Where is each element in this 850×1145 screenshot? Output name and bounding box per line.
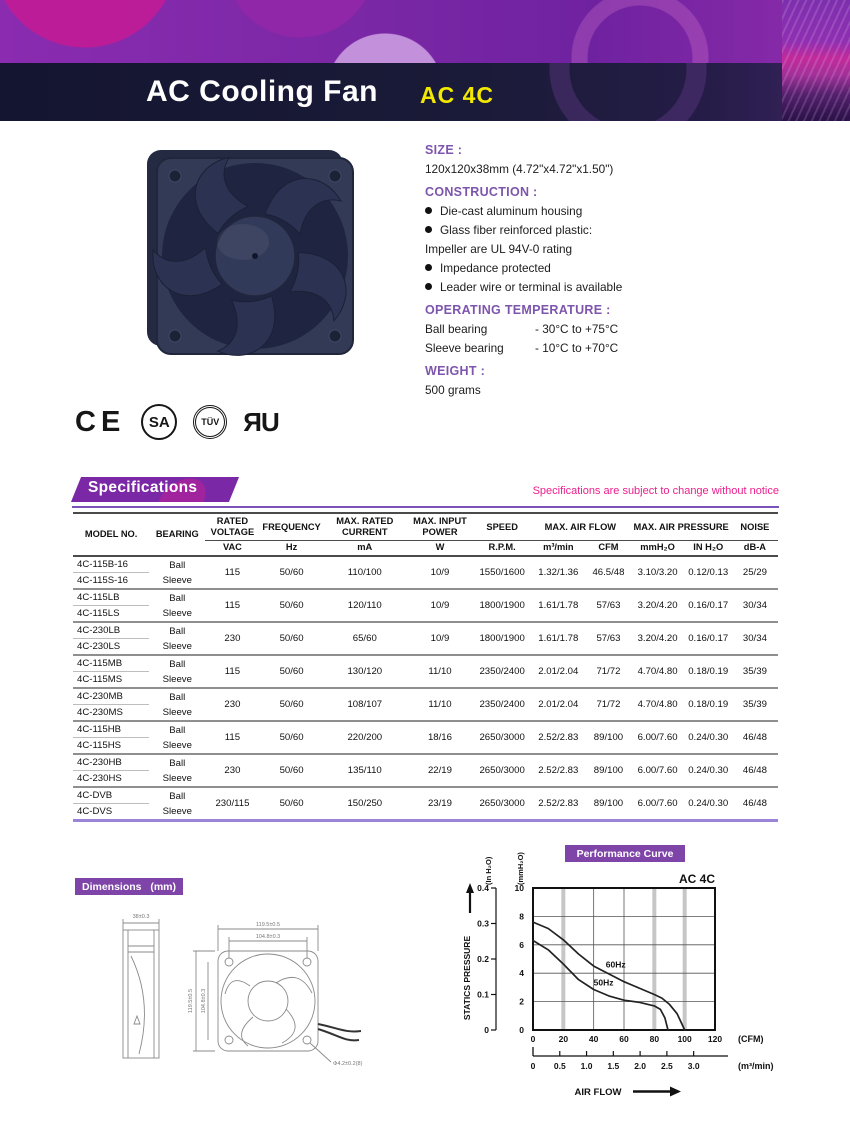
spec-model-cell: 4C-115LB	[73, 589, 149, 606]
spec-model-cell: 4C-115MS	[73, 672, 149, 689]
spec-value-cell: 2650/3000	[479, 798, 525, 810]
header-decoration	[0, 0, 850, 63]
dimensions-title: Dimensions	[82, 880, 142, 893]
spec-value-cell: 0.24/0.30	[688, 798, 729, 810]
spec-value-cell: 1.61/1.78	[530, 589, 586, 622]
spec-bearing-cell: Sleeve	[149, 573, 205, 590]
spec-model-cell: 4C-230LS	[73, 639, 149, 656]
spec-model-cell: 4C-115HB	[73, 721, 149, 738]
spec-value-cell: 10/9	[406, 622, 474, 655]
unit-dba: dB-A	[732, 541, 778, 557]
spec-value-cell: 120/110	[324, 589, 406, 622]
table-row	[73, 556, 778, 573]
y-tick-label: 10	[514, 883, 524, 893]
x-secondary-tick-label: 2.5	[660, 1061, 673, 1071]
construction-item-text: Die-cast aluminum housing	[440, 204, 583, 218]
spec-value-cell: 3.20/4.20	[631, 622, 685, 655]
chart-model-label: AC 4C	[678, 872, 715, 886]
spec-bearing-cell: Ball	[169, 790, 186, 802]
spec-value-cell: 89/100	[586, 721, 630, 754]
chart-plot-area	[477, 883, 728, 1071]
spec-value-cell: 108/107	[324, 688, 406, 721]
spec-bearing-cell: Sleeve	[162, 806, 192, 818]
spec-bearing-cell: Ball	[169, 757, 186, 769]
spec-value-cell: 135/110	[324, 754, 406, 787]
spec-model-cell: 4C-115MB	[73, 655, 149, 672]
table-row	[73, 655, 778, 672]
spec-model-cell: 4C-115S-16	[73, 573, 149, 590]
dimensions-unit: (mm)	[150, 880, 176, 893]
col-header-current: MAX. RATED CURRENT	[324, 513, 406, 541]
y-primary-unit-label: (mmH₂O)	[516, 852, 525, 885]
spec-value-cell: 2.52/2.83	[530, 754, 586, 787]
spec-value-cell: 25/29	[732, 556, 778, 589]
spec-model-cell: 4C-230HS	[73, 771, 149, 788]
dim-inner-width: 104.8±0.3	[255, 934, 281, 940]
spec-value-cell: 35/39	[732, 688, 778, 721]
spec-value-cell: 2350/2400	[474, 688, 530, 721]
spec-model-cell: 4C-DVS	[77, 806, 113, 818]
spec-bearing-cell: Ball	[169, 691, 186, 703]
x-secondary-tick-label: 1.5	[607, 1061, 620, 1071]
spec-value-cell: 57/63	[586, 622, 630, 655]
spec-value-cell: 115	[205, 556, 259, 589]
spec-bearing-cell: Sleeve	[149, 672, 205, 689]
spec-value-cell: 50/60	[279, 798, 304, 810]
spec-value-cell: 71/72	[586, 655, 630, 688]
spec-value-cell: 89/100	[586, 754, 630, 787]
gridline-major	[683, 888, 687, 1030]
spec-value-cell: 1800/1900	[474, 589, 530, 622]
spec-bearing-cell: Sleeve	[149, 738, 205, 755]
weight-label: WEIGHT :	[425, 364, 486, 378]
front-view-drawing	[188, 922, 363, 1067]
spec-value-cell: 3.20/4.20	[631, 589, 685, 622]
spec-value-cell: 50/60	[260, 556, 324, 589]
spec-value-cell: 65/60	[324, 622, 406, 655]
spec-bearing-cell: Ball	[169, 658, 186, 670]
col-header-power: MAX. INPUT POWER	[406, 513, 474, 541]
spec-value-cell: 10/9	[406, 589, 474, 622]
performance-section	[458, 843, 843, 1123]
spec-model-cell: 4C-DVB	[73, 787, 149, 804]
spec-value-cell: 11/10	[406, 655, 474, 688]
y-tick-label: 4	[519, 968, 524, 979]
spec-value-cell: 230	[205, 622, 259, 655]
x-primary-unit-label: (CFM)	[738, 1034, 764, 1044]
bullet-icon	[425, 207, 432, 214]
header-edge-decoration	[782, 0, 850, 121]
spec-model-cell: 4C-230HB	[73, 754, 149, 771]
unit-rpm: R.P.M.	[474, 541, 530, 557]
page-title: AC Cooling Fan	[146, 75, 378, 108]
spec-value-cell: 1.61/1.78	[530, 622, 586, 655]
size-label: SIZE :	[425, 143, 463, 157]
construction-label: CONSTRUCTION :	[425, 185, 538, 199]
side-view-drawing	[123, 914, 159, 1058]
x-secondary-tick-label: 3.0	[687, 1061, 700, 1071]
dimensions-banner	[75, 878, 183, 895]
bullet-icon	[425, 283, 432, 290]
spec-value-cell: 115	[205, 721, 259, 754]
construction-item	[425, 280, 793, 294]
spec-value-cell: 220/200	[324, 721, 406, 754]
x-secondary-tick-label: 1.0	[580, 1061, 593, 1071]
spec-value-cell: 35/39	[732, 655, 778, 688]
spec-value-cell: 2.01/2.04	[530, 655, 586, 688]
spec-value-cell: 2650/3000	[474, 721, 530, 754]
spec-value-cell: 115	[205, 655, 259, 688]
spec-model-cell: 4C-230MB	[73, 688, 149, 705]
spec-bearing-cell: Sleeve	[149, 639, 205, 656]
x-tick-label: 120	[707, 1034, 723, 1044]
x-tick-label: 40	[588, 1034, 599, 1044]
table-row	[73, 754, 778, 771]
unit-ma: mA	[324, 541, 406, 557]
spec-value-cell: 57/63	[586, 589, 630, 622]
spec-value-cell: 150/250	[347, 798, 383, 810]
col-header-bearing: BEARING	[149, 513, 205, 556]
col-header-frequency: FREQUENCY	[260, 513, 324, 541]
spec-bearing-cell: Sleeve	[149, 606, 205, 623]
spec-value-cell: 50/60	[260, 655, 324, 688]
spec-value-cell: 30/34	[732, 589, 778, 622]
ul-mark-icon: ЯU	[243, 406, 279, 437]
weight-value: 500 grams	[425, 383, 481, 397]
spec-value-cell: 0.12/0.13	[685, 556, 732, 589]
spec-value-cell: 2350/2400	[474, 655, 530, 688]
specifications-notice: Specifications are subject to change without notice	[532, 485, 779, 497]
spec-value-cell: 6.00/7.60	[631, 754, 685, 787]
spec-value-cell: 1550/1600	[474, 556, 530, 589]
spec-value-cell: 50/60	[260, 721, 324, 754]
spec-value-cell: 230	[205, 754, 259, 787]
dim-hole-note: Φ4.2±0.2(8)	[333, 1061, 363, 1067]
spec-model-cell: 4C-115B-16	[73, 556, 149, 573]
y-secondary-tick-label: 0.3	[477, 918, 489, 929]
spec-value-cell: 0.16/0.17	[685, 622, 732, 655]
spec-value-cell: 0.24/0.30	[685, 721, 732, 754]
spec-value-cell: 230	[205, 688, 259, 721]
spec-value-cell: 115	[205, 589, 259, 622]
spec-value-cell: 18/16	[406, 721, 474, 754]
specifications-table	[73, 512, 778, 822]
table-row	[73, 721, 778, 738]
spec-value-cell: 130/120	[324, 655, 406, 688]
temperature-range: - 10°C to +70°C	[535, 341, 619, 355]
spec-bearing-cell: Ball	[169, 559, 186, 571]
construction-item-sub: Impeller are UL 94V-0 rating	[425, 242, 573, 256]
construction-item-text: Impedance protected	[440, 261, 551, 275]
header-model-label: AC 4C	[419, 81, 494, 108]
spec-value-cell: 46.5/48	[586, 556, 630, 589]
spec-model-cell: 4C-230MS	[73, 705, 149, 722]
spec-value-cell: 2.01/2.04	[530, 688, 586, 721]
operating-row	[425, 341, 793, 355]
x-axis-title: AIR FLOW	[574, 1087, 622, 1098]
dim-outer-height: 119.5±0.5	[188, 988, 194, 1014]
y-secondary-unit-label: (In H₂O)	[484, 856, 493, 885]
gridline-major	[652, 888, 656, 1030]
performance-curve-banner: Performance Curve	[565, 845, 685, 862]
x-tick-label: 80	[649, 1034, 660, 1044]
table-row	[73, 688, 778, 705]
spec-value-cell: 3.10/3.20	[631, 556, 685, 589]
unit-m3min: m³/min	[530, 541, 586, 557]
spec-value-cell: 2.52/2.83	[530, 721, 586, 754]
csa-mark-icon: SA	[141, 404, 177, 440]
y-tick-label: 0	[519, 1025, 524, 1035]
dim-inner-height: 104.8±0.3	[201, 988, 207, 1014]
y-tick-label: 2	[519, 996, 524, 1007]
col-header-airflow: MAX. AIR FLOW	[530, 513, 630, 541]
construction-item	[425, 261, 793, 275]
spec-value-cell: 71/72	[586, 688, 630, 721]
spec-value-cell: 0.16/0.17	[685, 589, 732, 622]
spec-value-cell: 4.70/4.80	[631, 655, 685, 688]
spec-bearing-cell: Ball	[169, 625, 186, 637]
performance-chart	[458, 843, 843, 1123]
header-title-band	[0, 63, 850, 121]
spec-value-cell: 30/34	[732, 622, 778, 655]
spec-bearing-cell: Ball	[169, 724, 186, 736]
table-row	[73, 622, 778, 639]
x-secondary-tick-label: 2.0	[634, 1061, 647, 1071]
unit-cfm: CFM	[586, 541, 630, 557]
spec-value-cell: 2.52/2.83	[538, 798, 579, 810]
construction-item-text: Glass fiber reinforced plastic:	[440, 223, 593, 237]
spec-value-cell: 10/9	[406, 556, 474, 589]
spec-value-cell: 46/48	[732, 721, 778, 754]
x-secondary-unit-label: (m³/min)	[738, 1061, 774, 1071]
construction-item	[425, 204, 793, 218]
dimensions-section	[75, 878, 395, 1067]
bullet-icon	[425, 226, 432, 233]
x-tick-label: 0	[530, 1034, 536, 1044]
bearing-type: Sleeve bearing	[425, 341, 504, 355]
x-secondary-tick-label: 0.5	[553, 1061, 566, 1071]
size-value: 120x120x38mm (4.72"x4.72"x1.50")	[425, 162, 614, 176]
curve-label-50Hz: 50Hz	[593, 977, 614, 988]
curve-label-60Hz: 60Hz	[605, 959, 626, 970]
spec-value-cell: 50/60	[260, 754, 324, 787]
spec-value-cell: 46/48	[742, 798, 767, 810]
spec-value-cell: 50/60	[260, 622, 324, 655]
unit-vac: VAC	[205, 541, 259, 557]
spec-value-cell: 230/115	[215, 798, 250, 810]
x-secondary-tick-label: 0	[530, 1061, 536, 1071]
spec-value-cell: 1800/1900	[474, 622, 530, 655]
spec-value-cell: 2650/3000	[474, 754, 530, 787]
divider	[72, 506, 779, 508]
construction-item	[425, 223, 793, 237]
tuv-mark-icon: TÜV	[193, 405, 227, 439]
product-photo-fan	[122, 146, 384, 361]
spec-value-cell: 89/100	[593, 798, 624, 810]
specifications-title: Specifications	[88, 479, 198, 496]
col-header-noise: NOISE	[732, 513, 778, 541]
gridline-major	[561, 888, 565, 1030]
spec-bearing-cell: Ball	[169, 592, 186, 604]
y-tick-label: 6	[519, 939, 524, 950]
spec-value-cell: 0.24/0.30	[685, 754, 732, 787]
spec-bearing-cell: Sleeve	[149, 705, 205, 722]
spec-value-cell: 6.00/7.60	[637, 798, 678, 810]
col-header-pressure: MAX. AIR PRESSURE	[631, 513, 732, 541]
spec-value-cell: 0.18/0.19	[685, 655, 732, 688]
product-info	[425, 134, 793, 400]
col-header-speed: SPEED	[474, 513, 530, 541]
spec-value-cell: 50/60	[260, 589, 324, 622]
spec-value-cell: 23/19	[427, 798, 452, 810]
spec-value-cell: 50/60	[260, 688, 324, 721]
operating-temperature-label: OPERATING TEMPERATURE :	[425, 303, 611, 317]
y-secondary-tick-label: 0	[484, 1025, 489, 1035]
col-header-voltage: RATED VOLTAGE	[205, 513, 259, 541]
spec-value-cell: 1.32/1.36	[530, 556, 586, 589]
unit-mmh2o: mmH₂O	[631, 541, 685, 557]
temperature-range: - 30°C to +75°C	[535, 322, 619, 336]
y-axis-title: STATICS PRESSURE	[462, 935, 472, 1021]
unit-inh2o: IN H₂O	[685, 541, 732, 557]
spec-model-cell: 4C-115HS	[73, 738, 149, 755]
y-secondary-tick-label: 0.2	[477, 954, 489, 964]
table-row	[73, 589, 778, 606]
spec-value-cell: 11/10	[406, 688, 474, 721]
unit-w: W	[406, 541, 474, 557]
operating-row	[425, 322, 793, 336]
y-secondary-tick-label: 0.4	[477, 883, 489, 893]
y-secondary-tick-label: 0.1	[477, 989, 489, 1000]
spec-model-cell: 4C-115LS	[73, 606, 149, 623]
spec-value-cell: 22/19	[406, 754, 474, 787]
spec-model-cell: 4C-230LB	[73, 622, 149, 639]
x-tick-label: 100	[677, 1034, 692, 1044]
dimension-drawing	[93, 906, 383, 1081]
spec-value-cell: 46/48	[732, 754, 778, 787]
bullet-icon	[425, 264, 432, 271]
ce-mark-icon: CE	[75, 405, 126, 438]
spec-value-cell: 4.70/4.80	[631, 688, 685, 721]
y-tick-label: 8	[519, 911, 524, 922]
certification-marks	[75, 404, 279, 440]
spec-value-cell: 6.00/7.60	[631, 721, 685, 754]
spec-bearing-cell: Sleeve	[149, 771, 205, 788]
bearing-type: Ball bearing	[425, 322, 488, 336]
x-tick-label: 20	[558, 1034, 569, 1044]
unit-hz: Hz	[260, 541, 324, 557]
construction-item-text: Leader wire or terminal is available	[440, 280, 623, 294]
x-tick-label: 60	[619, 1034, 629, 1044]
spec-value-cell: 0.18/0.19	[685, 688, 732, 721]
table-row	[73, 787, 778, 804]
dim-side-width: 38±0.3	[132, 914, 150, 920]
col-header-model: MODEL NO.	[73, 513, 149, 556]
dim-outer-width: 119.5±0.5	[255, 922, 281, 928]
spec-value-cell: 110/100	[324, 556, 406, 589]
